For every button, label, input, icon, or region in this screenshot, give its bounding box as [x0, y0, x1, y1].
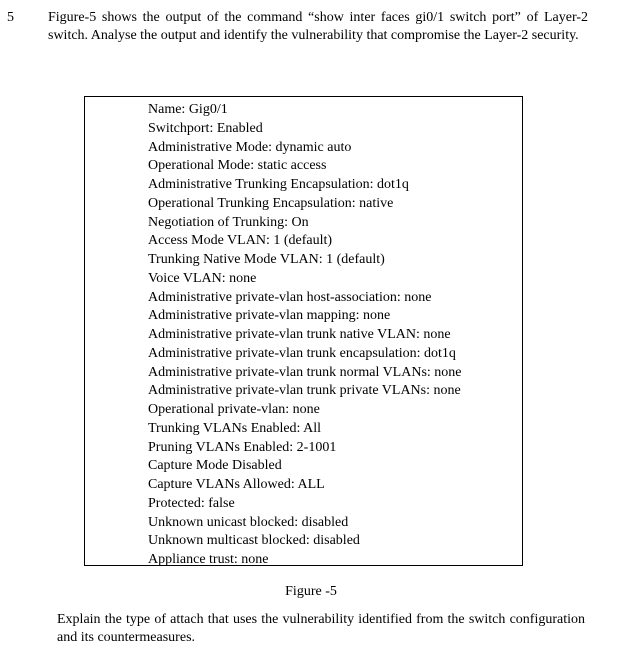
output-line: Administrative private-vlan trunk private VLANs: none — [148, 383, 461, 399]
output-line: Operational Mode: static access — [148, 158, 327, 174]
output-line: Trunking VLANs Enabled: All — [148, 420, 322, 436]
output-line: Protected: false — [148, 495, 235, 511]
output-line: Unknown multicast blocked: disabled — [148, 533, 360, 549]
output-line: Operational private-vlan: none — [148, 402, 320, 417]
followup-question-text: Explain the type of attach that uses the vulnerability identified from the switch configuration and its countermeasures. — [57, 612, 585, 645]
output-line: Capture VLANs Allowed: ALL — [148, 477, 325, 492]
output-line: Name: Gig0/1 — [148, 102, 228, 117]
output-line: Administrative private-vlan mapping: none — [148, 308, 391, 324]
output-line: Negotiation of Trunking: On — [148, 214, 309, 230]
question-number: 5 — [7, 10, 14, 25]
question-text: Figure-5 shows the output of the command “show inter faces gi0/1 switch port” of Layer-2 switch. Analyse the output and identify the vulnerability that compromise the Layer-2 security. — [48, 10, 588, 43]
output-line: Operational Trunking Encapsulation: native — [148, 195, 394, 211]
figure-caption: Figure -5 — [285, 584, 337, 599]
output-line: Access Mode VLAN: 1 (default) — [148, 233, 333, 249]
output-line: Unknown unicast blocked: disabled — [148, 514, 349, 530]
output-line: Administrative private-vlan trunk native VLAN: none — [148, 327, 451, 342]
output-line: Trunking Native Mode VLAN: 1 (default) — [148, 252, 385, 267]
output-lines — [148, 101, 462, 566]
output-line: Administrative Mode: dynamic auto — [148, 139, 352, 155]
output-line: Administrative private-vlan host-association: none — [148, 289, 432, 305]
output-line: Appliance trust: none — [148, 552, 269, 566]
output-line: Administrative private-vlan trunk encapsulation: dot1q — [148, 345, 456, 361]
output-line: Administrative Trunking Encapsulation: dot1q — [148, 177, 409, 192]
output-line: Pruning VLANs Enabled: 2-1001 — [148, 439, 337, 455]
output-line: Switchport: Enabled — [148, 120, 263, 136]
output-line: Administrative private-vlan trunk normal VLANs: none — [148, 364, 462, 380]
command-output-figure — [84, 96, 523, 566]
output-line: Voice VLAN: none — [148, 270, 257, 286]
output-line: Capture Mode Disabled — [148, 458, 282, 474]
